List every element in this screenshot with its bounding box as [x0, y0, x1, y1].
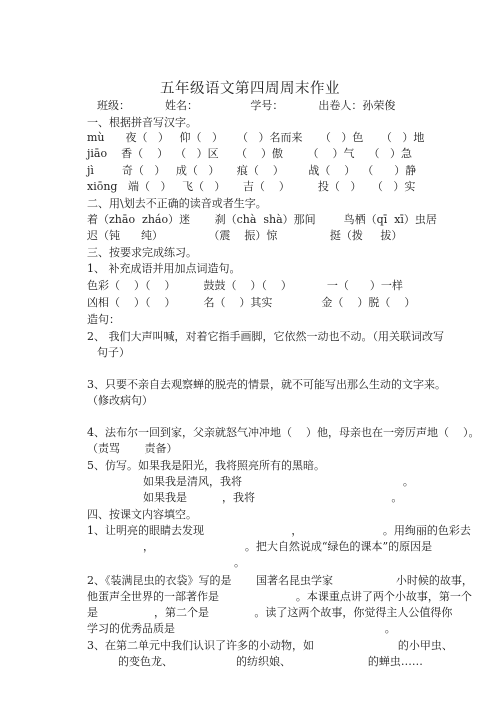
question-4-3-cont: 的变色龙、 的纺织娘、 的蝉虫…… [118, 655, 423, 668]
question-3-3: 3、只要不亲自去观察蝉的脱壳的情景，就不可能写出那么生动的文字来。 [87, 378, 446, 391]
reading-row-1: 着（zhāo zháo）迷 刹（chà shà）那间 鸟栖（qī xī）虫居 [87, 213, 437, 226]
question-4-2-line2: 他蛋声全世界的一部著作是 。本课重点讲了两个小故事，第一个 [87, 590, 472, 603]
question-4-2-line4: 学习的优秀品质是 。 [87, 622, 396, 635]
section4-heading: 四、按课文内容填空。 [87, 508, 197, 521]
question-4-2-line3: 是 ，第二个是 。读了这两个故事，你觉得主人公值得你 [87, 606, 453, 619]
pinyin-row-ji: jì 奇（ ） 成（ ） 痕（ ） 战（ ） （ ）静 [87, 164, 417, 177]
question-3-3-cont: （修改病句） [87, 394, 153, 407]
student-info-line: 班级： 姓名： 学号： 出卷人：孙荣俊 [97, 99, 396, 112]
question-4-1: 1、让明亮的眼睛去发现 ， 。用绚丽的色彩去 [87, 524, 471, 537]
question-3-4-options: （责骂 责备） [87, 442, 178, 455]
section3-heading: 三、按要求完成练习。 [87, 246, 197, 259]
section2-heading: 二、用\划去不正确的读音或者生字。 [87, 197, 267, 210]
question-4-2: 2、《装满昆虫的衣袋》写的是 国著名昆虫学家 小时候的故事， [87, 574, 473, 587]
pinyin-row-mu: mù 夜（ ） 仰（ ） （ ）名而来 （ ）色 （ ）地 [87, 131, 425, 144]
pinyin-row-xiong: xiōng 端（ ） 飞（ ） 吉（ ） 投（ ） （ ）实 [87, 180, 416, 193]
question-3-5: 5、仿写。如果我是阳光，我将照亮所有的黑暗。 [87, 459, 325, 472]
question-3-2-cont: 句子） [97, 346, 130, 359]
pinyin-row-jiao: jiāo 香（ ） （ ）区 （ ）傲 （ ）气 （ ）急 [87, 147, 412, 160]
question-3-2: 2、 我们大声叫喊，对着它指手画脚，它依然一动也不动。（用关联词改写 [87, 330, 444, 343]
imitation-line-1: 如果我是清风，我将 。 [143, 475, 414, 488]
question-3-4: 4、法布尔一回到家，父亲就怒气冲冲地（ ）他，母亲也在一旁厉声地（ ）。 [87, 426, 480, 439]
question-4-1-end: 。 [234, 556, 245, 569]
sentence-making-label: 造句： [87, 313, 120, 326]
question-4-3: 3、在第二单元中我们认识了许多的小动物，如 的小甲虫、 [87, 639, 453, 652]
page-title: 五年级语文第四周周末作业 [160, 81, 340, 97]
reading-row-2: 迟（钝 纯） （震 振）惊 挺（拨 拔） [87, 229, 403, 242]
question-3-1: 1、 补充成语并用加点词造句。 [87, 262, 241, 275]
idiom-row-1: 色彩（ ）（ ） 鼓鼓（ ）（ ） 一（ ）一样 [87, 279, 403, 292]
idiom-row-2: 凶相（ ）（ ） 名（ ）其实 金（ ）脱（ ） [87, 296, 416, 309]
question-4-1-cont: ， 。把大自然说成“绿色的课本”的原因是 [143, 540, 433, 553]
section1-heading: 一、根据拼音写汉字。 [87, 116, 197, 129]
imitation-line-2: 如果我是 ，我将 。 [143, 491, 403, 504]
